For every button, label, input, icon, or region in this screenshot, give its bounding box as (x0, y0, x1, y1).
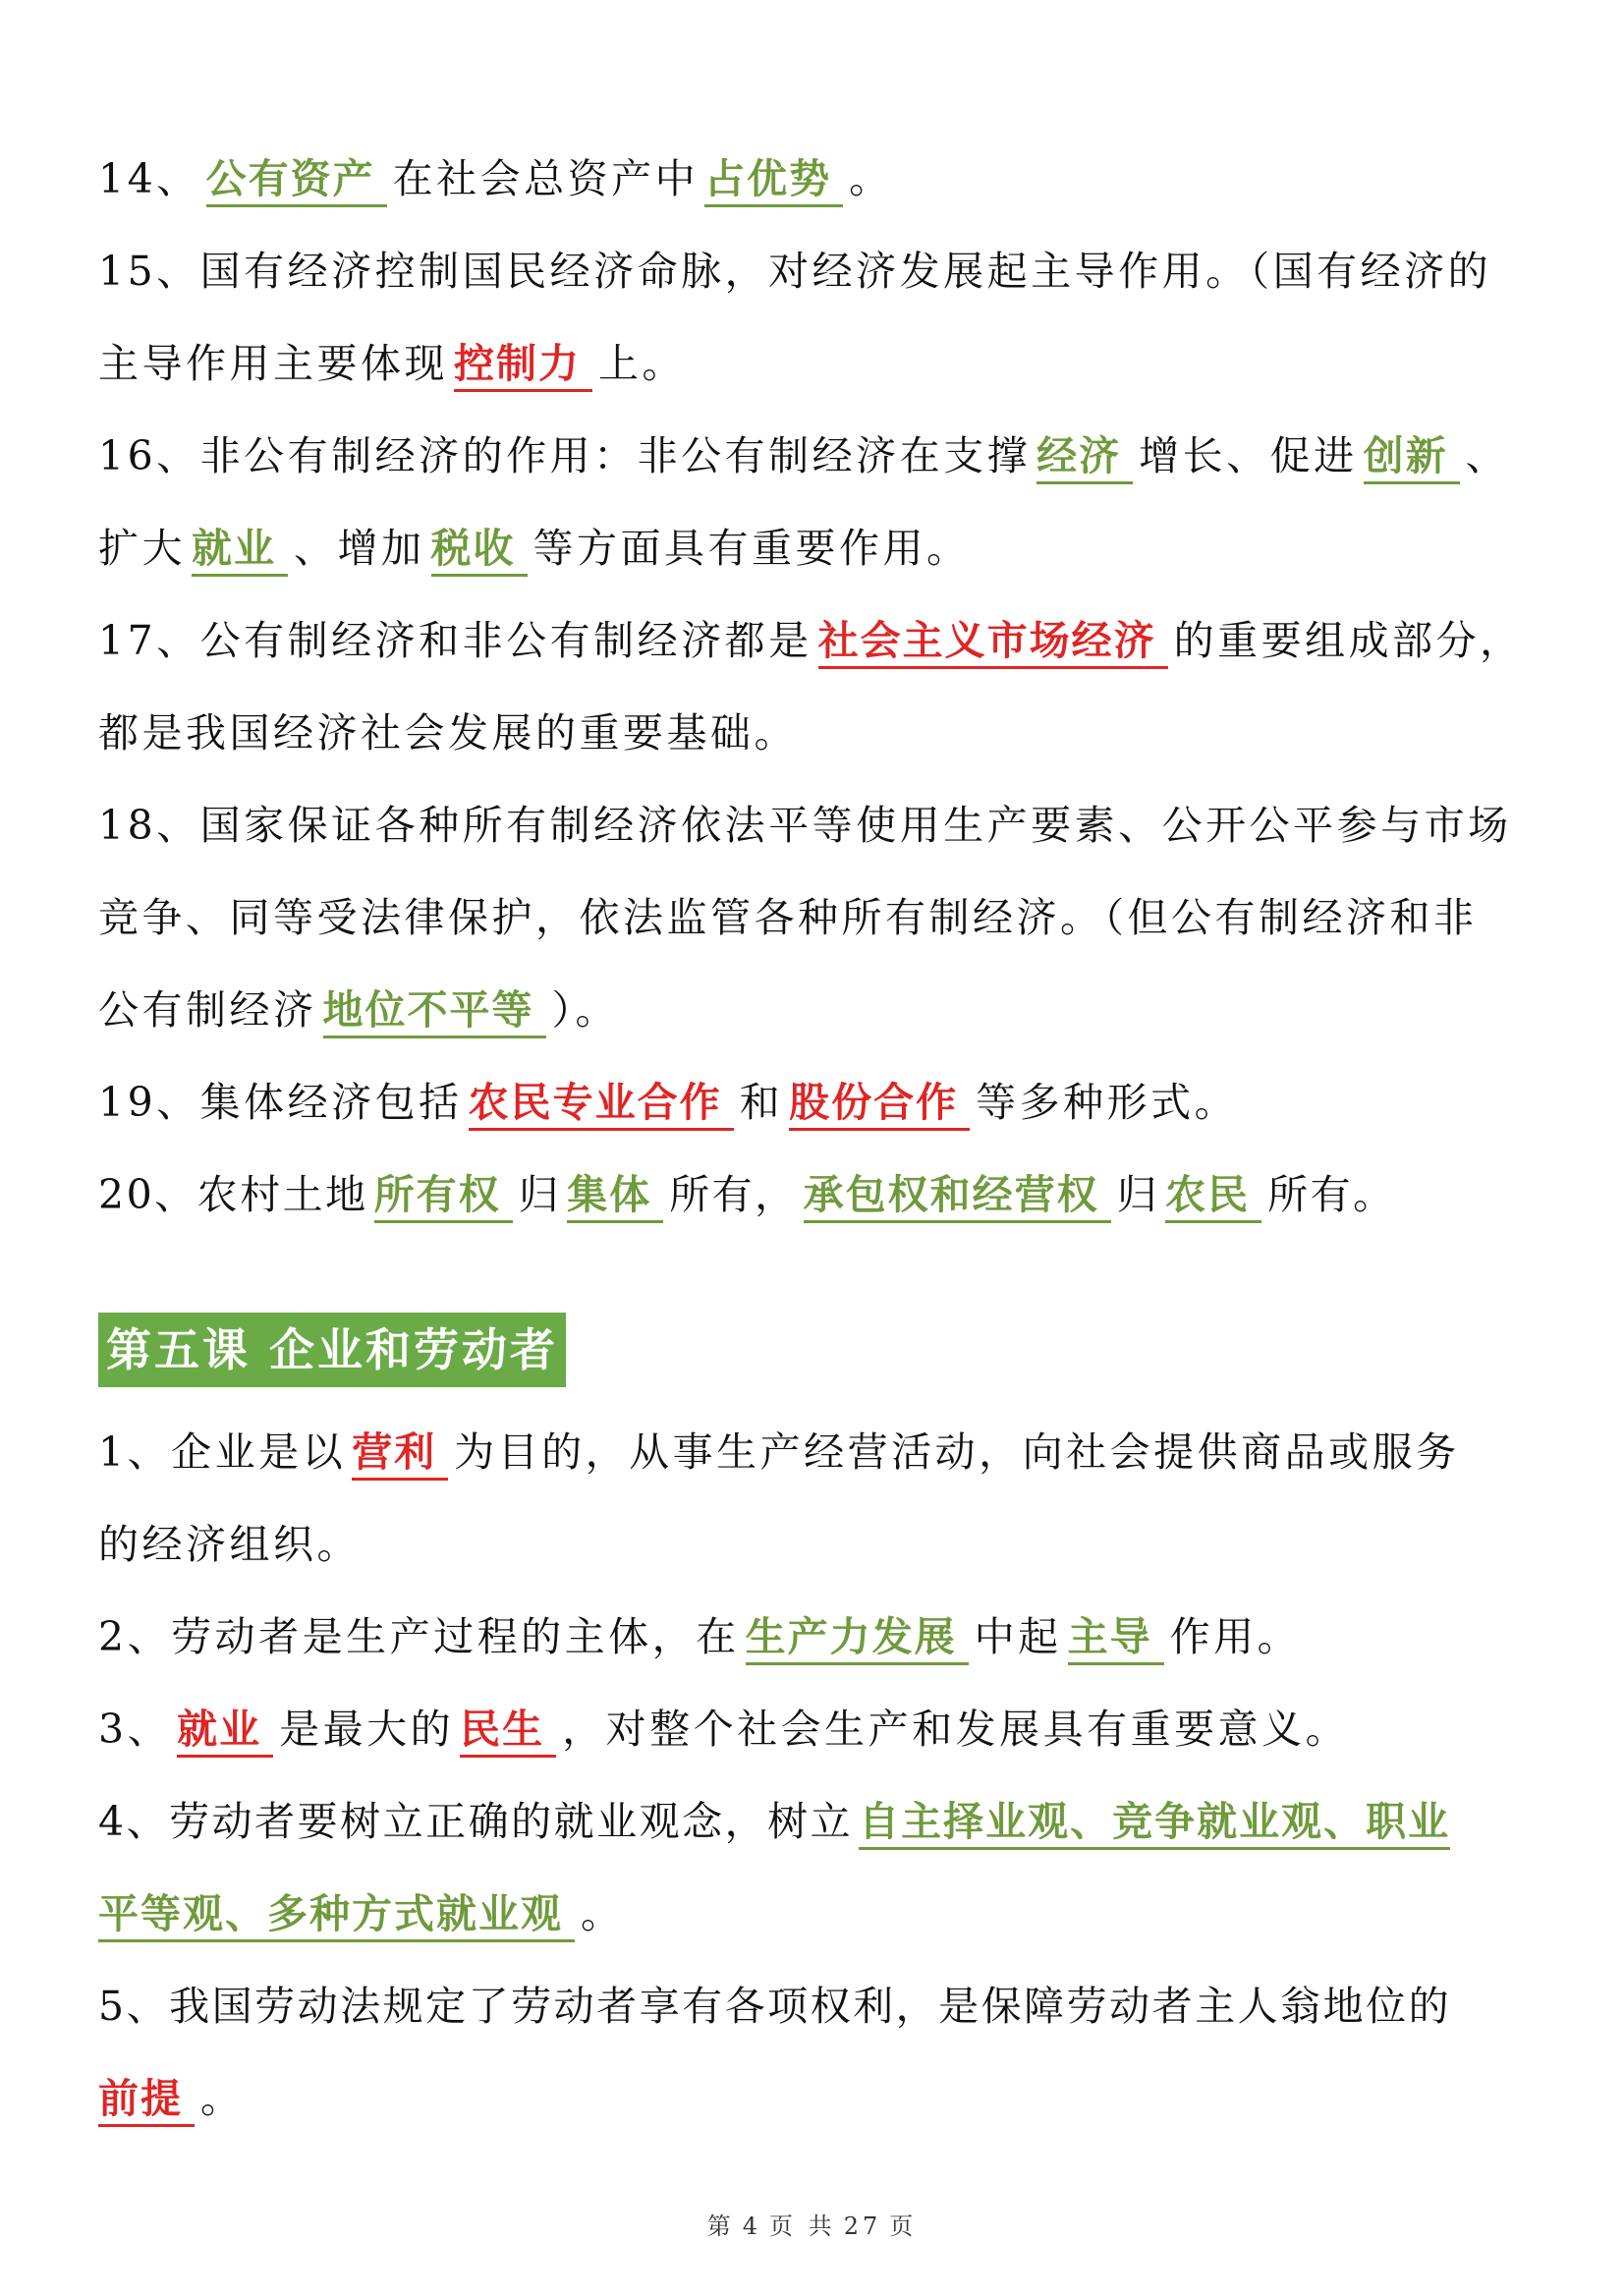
answer-farmer-cooperative: 农民专业合作 (469, 1077, 734, 1131)
lesson5-q4-line1: 4、劳动者要树立正确的就业观念，树立 自主择业观、竞争就业观、职业 (98, 1792, 1450, 1851)
lesson5-q1-line1: 1、企业是以 营利 为目的，从事生产经营活动，向社会提供商品或服务 (98, 1423, 1460, 1482)
answer-advantage: 占优势 (704, 153, 843, 207)
item-16-line2: 扩大 就业 、增加 税收 等方面具有重要作用。 (98, 519, 971, 578)
item-16-line1: 16、非公有制经济的作用：非公有制经济在支撑 经济 增长、促进 创新 、 (98, 426, 1509, 485)
lesson5-q3: 3、 就业 是最大的 民生 ，对整个社会生产和发展具有重要意义。 (98, 1700, 1349, 1759)
answer-employment-q3: 就业 (177, 1704, 273, 1758)
answer-employment-views-part2: 平等观、多种方式就业观 (98, 1888, 575, 1942)
answer-economy: 经济 (1036, 430, 1133, 484)
item-15-line1: 15、国有经济控制国民经济命脉，对经济发展起主导作用。（国有经济的 (98, 248, 1492, 295)
answer-ownership: 所有权 (374, 1169, 513, 1223)
item-18-line1: 18、国家保证各种所有制经济依法平等使用生产要素、公开公平参与市场 (98, 802, 1512, 849)
lesson5-q4-line2: 平等观、多种方式就业观 。 (98, 1884, 625, 1943)
item-18-line3: 公有制经济 地位不平等 ）。 (98, 980, 619, 1039)
item-17-line2: 都是我国经济社会发展的重要基础。 (98, 709, 798, 756)
lesson5-q2: 2、劳动者是生产过程的主体，在 生产力发展 中起 主导 作用。 (98, 1607, 1301, 1666)
answer-leading: 主导 (1068, 1611, 1164, 1665)
answer-employment: 就业 (192, 523, 288, 577)
item-14: 14、 公有资产 在社会总资产中 占优势 。 (98, 149, 893, 208)
answer-contract-operation-rights: 承包权和经营权 (804, 1169, 1111, 1223)
item-19: 19、集体经济包括 农民专业合作 和 股份合作 等多种形式。 (98, 1073, 1238, 1132)
answer-socialist-market-economy: 社会主义市场经济 (818, 615, 1168, 669)
answer-innovation: 创新 (1364, 430, 1460, 484)
answer-farmers: 农民 (1165, 1169, 1261, 1223)
answer-premise: 前提 (98, 2073, 195, 2127)
item-20: 20、农村土地 所有权 归 集体 所有， 承包权和经营权 归 农民 所有。 (98, 1165, 1396, 1224)
item-18-line2: 竞争、同等受法律保护，依法监管各种所有制经济。（但公有制经济和非 (98, 894, 1478, 941)
page-footer: 第 4 页 共 27 页 (706, 2212, 918, 2240)
item-17-line1: 17、公有制经济和非公有制经济都是 社会主义市场经济 的重要组成部分， (98, 611, 1524, 670)
answer-control-power: 控制力 (454, 338, 592, 392)
section-title: 第五课 企业和劳动者 (98, 1313, 566, 1387)
answer-unequal-status: 地位不平等 (323, 984, 546, 1038)
lesson5-q5-line2: 前提 。 (98, 2069, 245, 2128)
current-page-number: 4 (742, 2212, 762, 2240)
answer-tax: 税收 (431, 523, 528, 577)
lesson5-q5-line1: 5、我国劳动法规定了劳动者享有各项权利，是保障劳动者主人翁地位的 (98, 1983, 1452, 2030)
total-page-count: 27 (843, 2212, 882, 2240)
answer-collective: 集体 (567, 1169, 663, 1223)
answer-public-assets: 公有资产 (206, 153, 387, 207)
lesson5-q1-line2: 的经济组织。 (98, 1521, 361, 1568)
item-15-line2: 主导作用主要体现 控制力 上。 (98, 334, 686, 393)
answer-productivity-development: 生产力发展 (746, 1611, 969, 1665)
answer-profit: 营利 (352, 1427, 448, 1481)
answer-shareholding-cooperative: 股份合作 (789, 1077, 970, 1131)
answer-employment-views-part1: 自主择业观、竞争就业观、职业 (859, 1796, 1450, 1850)
answer-livelihood: 民生 (460, 1704, 556, 1758)
